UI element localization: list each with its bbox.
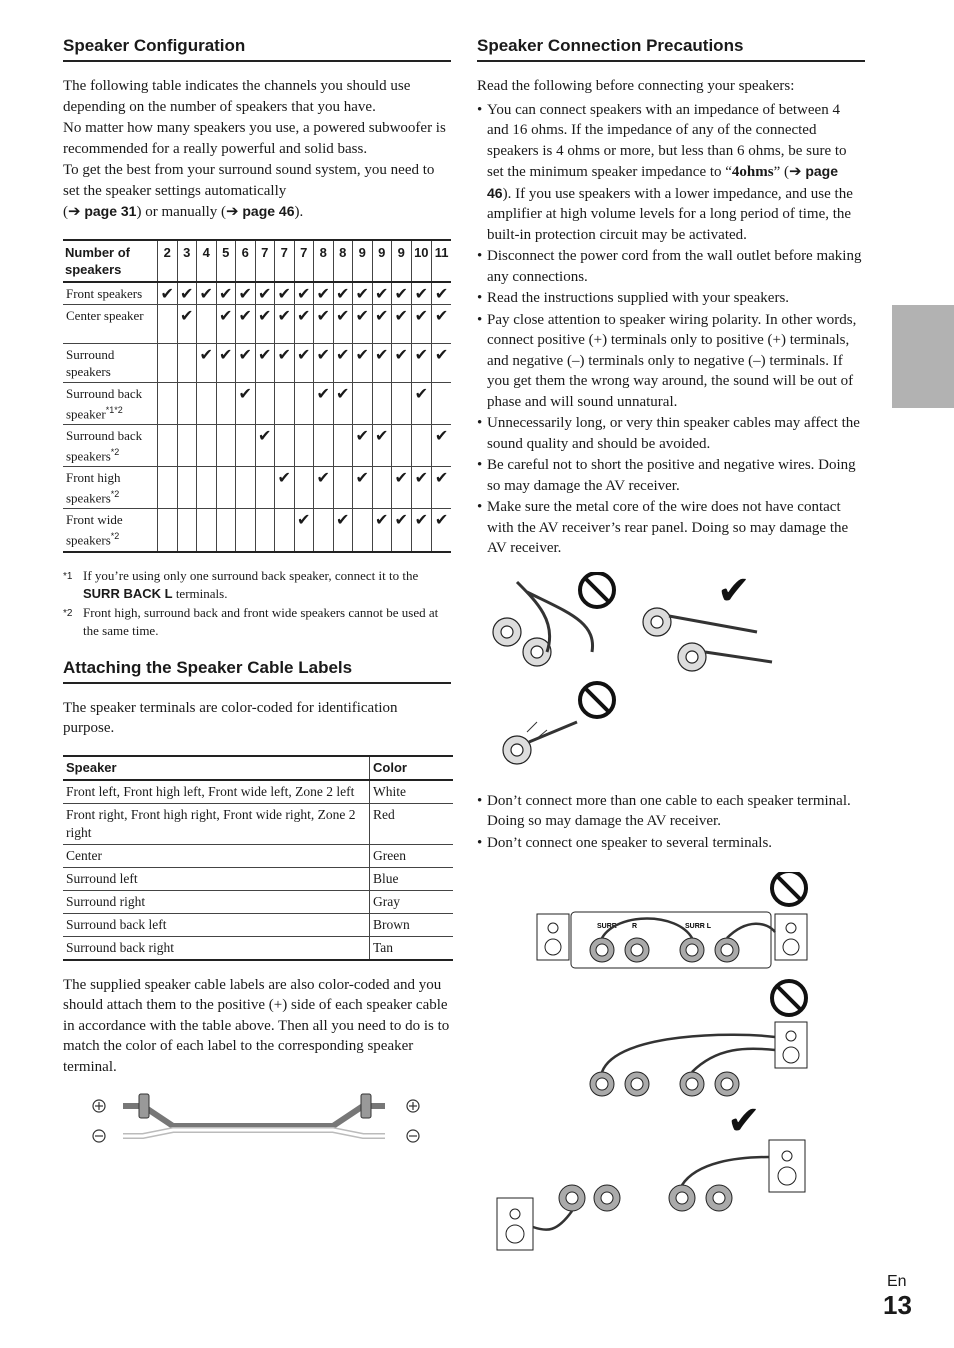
prohibited-icon	[772, 981, 806, 1015]
prohibited-icon	[580, 683, 614, 717]
precautions-list-2	[477, 791, 865, 854]
speaker-icon	[769, 1140, 805, 1192]
correct-check-icon: ✔	[727, 1098, 761, 1144]
check-mark-icon: ✔	[314, 304, 334, 343]
check-mark-icon: ✔	[411, 382, 432, 424]
check-mark-icon: ✔	[432, 282, 451, 305]
empty-cell	[392, 382, 412, 424]
empty-cell	[294, 467, 314, 509]
speaker-configuration-heading: Speaker Configuration	[63, 36, 451, 62]
empty-cell	[236, 424, 256, 466]
color-cell: Gray	[370, 890, 454, 913]
empty-cell	[216, 382, 236, 424]
speaker-name-cell: Surround back right	[63, 936, 370, 960]
check-mark-icon: ✔	[255, 343, 275, 382]
page-number: 13	[883, 1290, 912, 1320]
svg-text:SURR: SURR	[597, 923, 617, 930]
table-row	[63, 867, 453, 890]
page-language: En	[887, 1273, 907, 1290]
empty-cell	[177, 467, 197, 509]
check-mark-icon: ✔	[333, 382, 353, 424]
check-mark-icon: ✔	[236, 382, 256, 424]
color-code-table	[63, 755, 453, 961]
speaker-name-cell: Surround left	[63, 867, 370, 890]
table-header-count: 7	[255, 240, 275, 282]
check-mark-icon: ✔	[392, 343, 412, 382]
empty-cell	[392, 424, 412, 466]
terminal-connection-illustration	[477, 872, 865, 1252]
check-mark-icon: ✔	[255, 424, 275, 466]
check-mark-icon: ✔	[294, 304, 314, 343]
table-row	[63, 382, 451, 424]
config-paragraph-1: The following table indicates the channels you should use depending on the number of speakers that you have.	[63, 78, 411, 115]
empty-cell	[255, 382, 275, 424]
footnote-2: *2 Front high, surround back and front wide speakers cannot be used at the same time.	[63, 604, 439, 638]
check-mark-icon: ✔	[197, 282, 217, 305]
speaker-name-cell: Front right, Front high right, Front wide right, Zone 2 right	[63, 803, 370, 844]
cable-label-illustration	[63, 1088, 451, 1158]
check-mark-icon: ✔	[275, 304, 295, 343]
check-mark-icon: ✔	[432, 304, 451, 343]
section-tab	[892, 305, 954, 408]
check-mark-icon: ✔	[177, 304, 197, 343]
empty-cell	[197, 424, 217, 466]
check-mark-icon: ✔	[432, 509, 451, 552]
page-31-link[interactable]: page 31	[84, 203, 137, 219]
left-column	[63, 36, 451, 1163]
table-header-speaker: Speaker	[63, 756, 370, 780]
table-header-count: 10	[411, 240, 432, 282]
color-cell: Blue	[370, 867, 454, 890]
check-mark-icon: ✔	[411, 467, 432, 509]
speaker-type-label: Front wide speakers$^{*2}$	[63, 509, 158, 552]
table-row	[63, 844, 453, 867]
precautions-intro: Read the following before connecting your speakers:	[477, 78, 795, 94]
check-mark-icon: ✔	[432, 467, 451, 509]
check-mark-icon: ✔	[353, 424, 373, 466]
speaker-type-label: Front speakers	[63, 282, 158, 305]
check-mark-icon: ✔	[372, 343, 392, 382]
empty-cell	[158, 382, 178, 424]
check-mark-icon: ✔	[236, 282, 256, 305]
color-cell: Red	[370, 803, 454, 844]
empty-cell	[372, 382, 392, 424]
table-row	[63, 304, 451, 343]
empty-cell	[353, 509, 373, 552]
table-header-count: 7	[275, 240, 295, 282]
list-item: • Make sure the metal core of the wire does not have contact with the AV receiver’s rear panel. Doing so may damage the AV receiver.	[477, 497, 865, 559]
empty-cell	[177, 509, 197, 552]
speaker-icon	[497, 1198, 533, 1250]
list-item: • Unnecessarily long, or very thin speaker cables may affect the sound quality and should be avoided.	[477, 413, 865, 454]
check-mark-icon: ✔	[236, 343, 256, 382]
check-mark-icon: ✔	[353, 304, 373, 343]
empty-cell	[236, 467, 256, 509]
check-mark-icon: ✔	[294, 282, 314, 305]
table-row	[63, 282, 451, 305]
check-mark-icon: ✔	[314, 467, 334, 509]
check-mark-icon: ✔	[353, 343, 373, 382]
check-mark-icon: ✔	[236, 304, 256, 343]
labels-paragraph-2: The supplied speaker cable labels are also color-coded and you should attach them to the positive (+) side of each speaker cable in accordance with the table above. Then all you need to do is to match the color of each label to the corresponding speaker terminal.	[63, 976, 450, 1075]
check-mark-icon: ✔	[216, 282, 236, 305]
right-column	[477, 36, 865, 1257]
correct-check-icon: ✔	[717, 571, 751, 614]
check-mark-icon: ✔	[314, 382, 334, 424]
empty-cell	[294, 424, 314, 466]
cable-labels-heading: Attaching the Speaker Cable Labels	[63, 658, 451, 684]
empty-cell	[275, 509, 295, 552]
table-header-count: 5	[216, 240, 236, 282]
check-mark-icon: ✔	[333, 304, 353, 343]
table-row	[63, 424, 451, 466]
check-mark-icon: ✔	[275, 467, 295, 509]
empty-cell	[197, 304, 217, 343]
check-mark-icon: ✔	[314, 282, 334, 305]
table-header-count: 11	[432, 240, 451, 282]
empty-cell	[294, 382, 314, 424]
check-mark-icon: ✔	[333, 343, 353, 382]
empty-cell	[158, 304, 178, 343]
empty-cell	[333, 467, 353, 509]
check-mark-icon: ✔	[255, 282, 275, 305]
table-row	[63, 890, 453, 913]
color-cell: Tan	[370, 936, 454, 960]
arrow-icon: ➔	[789, 164, 802, 180]
empty-cell	[216, 509, 236, 552]
empty-cell	[177, 424, 197, 466]
table-header-count: 9	[353, 240, 373, 282]
empty-cell	[158, 467, 178, 509]
prohibited-icon	[580, 573, 614, 607]
check-mark-icon: ✔	[275, 282, 295, 305]
table-row	[63, 936, 453, 960]
table-header-color: Color	[370, 756, 454, 780]
check-mark-icon: ✔	[411, 282, 432, 305]
empty-cell	[197, 509, 217, 552]
table-row	[63, 343, 451, 382]
check-mark-icon: ✔	[372, 304, 392, 343]
config-paragraph-2: No matter how many speakers you use, a powered subwoofer is recommended for a really powerful and solid bass.	[63, 120, 446, 157]
labels-paragraph-1: The speaker terminals are color-coded for identification purpose.	[63, 699, 398, 737]
table-footnotes	[63, 567, 451, 640]
list-item: • You can connect speakers with an impedance of between 4 and 16 ohms. If the impedance of any of the connected speakers is 4 ohms or more, but less than 6 ohms, be sure to set the minimum speaker impedance to “4ohms” (➔ page 46). If you use speakers with a lower impedance, and use the amplifier at high volume levels for a long period of time, the built-in protection circuit may be activated.	[477, 100, 865, 246]
svg-text:SURR L: SURR L	[685, 923, 712, 930]
list-item: • Don’t connect one speaker to several terminals.	[477, 833, 865, 854]
empty-cell	[255, 467, 275, 509]
check-mark-icon: ✔	[372, 282, 392, 305]
empty-cell	[158, 343, 178, 382]
empty-cell	[333, 424, 353, 466]
check-mark-icon: ✔	[294, 509, 314, 552]
empty-cell	[236, 509, 256, 552]
empty-cell	[275, 424, 295, 466]
check-mark-icon: ✔	[333, 509, 353, 552]
speaker-type-label: Surround back speakers$^{*2}$	[63, 424, 158, 466]
check-mark-icon: ✔	[411, 343, 432, 382]
check-mark-icon: ✔	[392, 467, 412, 509]
speaker-icon	[537, 914, 569, 960]
surr-back-l-term: SURR BACK L	[83, 585, 173, 601]
svg-text:R: R	[632, 923, 638, 930]
footnote-1: *1 If you’re using only one surround back speaker, connect it to the SURR BACK L terminals.	[63, 567, 419, 601]
list-item: • Read the instructions supplied with your speakers.	[477, 288, 865, 309]
speaker-type-label: Surround back speaker$^{*1*2}$	[63, 382, 158, 424]
check-mark-icon: ✔	[216, 304, 236, 343]
table-row	[63, 780, 453, 804]
check-mark-icon: ✔	[353, 467, 373, 509]
wiring-polarity-illustration	[477, 572, 865, 772]
speaker-channel-table	[63, 239, 451, 553]
check-mark-icon: ✔	[294, 343, 314, 382]
empty-cell	[255, 509, 275, 552]
list-item: • Pay close attention to speaker wiring polarity. In other words, connect positive (+) terminals only to positive (+) terminals, and negative (–) terminals only to negative (–) terminals. If you get them the wrong way around, the sound will be out of phase and will sound unnatural.	[477, 310, 865, 413]
config-paragraph-3: To get the best from your surround sound system, you need to set the speaker settings automatically (➔ page 31) or manually (➔ page 46).	[63, 162, 435, 220]
page-46-link[interactable]: page 46	[487, 163, 839, 201]
precautions-list	[477, 100, 865, 559]
table-header-count: 8	[333, 240, 353, 282]
speaker-type-label: Center speaker	[63, 304, 158, 343]
check-mark-icon: ✔	[275, 343, 295, 382]
speaker-name-cell: Front left, Front high left, Front wide left, Zone 2 left	[63, 780, 370, 804]
list-item: • Don’t connect more than one cable to each speaker terminal. Doing so may damage the AV receiver.	[477, 791, 865, 832]
empty-cell	[372, 467, 392, 509]
check-mark-icon: ✔	[411, 304, 432, 343]
check-mark-icon: ✔	[255, 304, 275, 343]
table-header-count: 4	[197, 240, 217, 282]
empty-cell	[314, 509, 334, 552]
check-mark-icon: ✔	[392, 509, 412, 552]
empty-cell	[158, 509, 178, 552]
empty-cell	[216, 424, 236, 466]
color-cell: Brown	[370, 913, 454, 936]
check-mark-icon: ✔	[333, 282, 353, 305]
table-row	[63, 803, 453, 844]
arrow-icon: ➔	[226, 204, 239, 220]
check-mark-icon: ✔	[314, 343, 334, 382]
empty-cell	[216, 467, 236, 509]
check-mark-icon: ✔	[432, 343, 451, 382]
table-header-count: 6	[236, 240, 256, 282]
empty-cell	[197, 382, 217, 424]
precautions-heading: Speaker Connection Precautions	[477, 36, 865, 62]
table-header-number-of-speakers: Number of speakers	[63, 240, 158, 282]
arrow-icon: ➔	[68, 204, 81, 220]
speaker-name-cell: Center	[63, 844, 370, 867]
speaker-type-label: Surround speakers	[63, 343, 158, 382]
check-mark-icon: ✔	[392, 304, 412, 343]
speaker-name-cell: Surround right	[63, 890, 370, 913]
check-mark-icon: ✔	[177, 282, 197, 305]
empty-cell	[314, 424, 334, 466]
empty-cell	[158, 424, 178, 466]
color-cell: Green	[370, 844, 454, 867]
table-header-count: 9	[392, 240, 412, 282]
table-header-count: 9	[372, 240, 392, 282]
empty-cell	[353, 382, 373, 424]
empty-cell	[275, 382, 295, 424]
table-row	[63, 913, 453, 936]
check-mark-icon: ✔	[432, 424, 451, 466]
table-header-count: 3	[177, 240, 197, 282]
empty-cell	[411, 424, 432, 466]
table-row	[63, 467, 451, 509]
empty-cell	[197, 467, 217, 509]
color-cell: White	[370, 780, 454, 804]
check-mark-icon: ✔	[216, 343, 236, 382]
check-mark-icon: ✔	[392, 282, 412, 305]
check-mark-icon: ✔	[372, 509, 392, 552]
list-item: • Disconnect the power cord from the wall outlet before making any connections.	[477, 246, 865, 287]
check-mark-icon: ✔	[158, 282, 178, 305]
table-header-count: 8	[314, 240, 334, 282]
empty-cell	[177, 382, 197, 424]
speaker-icon	[775, 1022, 807, 1068]
empty-cell	[432, 382, 451, 424]
page-46-link[interactable]: page 46	[242, 203, 295, 219]
speaker-icon	[775, 914, 807, 960]
check-mark-icon: ✔	[372, 424, 392, 466]
check-mark-icon: ✔	[197, 343, 217, 382]
table-row	[63, 509, 451, 552]
speaker-type-label: Front high speakers$^{*2}$	[63, 467, 158, 509]
table-header-count: 2	[158, 240, 178, 282]
prohibited-icon	[772, 872, 806, 905]
table-header-count: 7	[294, 240, 314, 282]
check-mark-icon: ✔	[411, 509, 432, 552]
check-mark-icon: ✔	[353, 282, 373, 305]
list-item: • Be careful not to short the positive and negative wires. Doing so may damage the AV receiver.	[477, 455, 865, 496]
speaker-name-cell: Surround back left	[63, 913, 370, 936]
empty-cell	[177, 343, 197, 382]
